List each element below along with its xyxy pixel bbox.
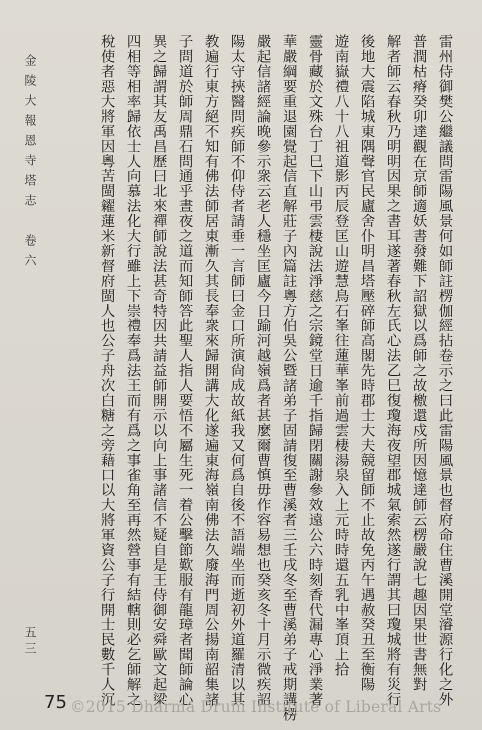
margin-book-title: 金陵大報恩寺塔志 卷六 bbox=[23, 54, 37, 274]
page-number: 75 bbox=[44, 692, 67, 713]
text-column-4: 後地大震陷城東隅聲官民廬舍仆明昌塔壓碎師高閣先時郡士大夫競留師不止故免丙午遇赦癸丑至衡陽 bbox=[358, 34, 375, 692]
margin-folio-number: 五三 bbox=[23, 626, 37, 658]
text-column-5: 遊南嶽禮八十八祖道影丙辰登匡山遊慧鳥石峯往蓮華峯前過雲棲湯泉入上元時時還五乳中峯頂上拾 bbox=[332, 34, 349, 677]
text-column-2: 普潤枯瘠癸卯達觀在京師適妖書發難下詔獄以爲師之故檄還戍所因憶達師云楞嚴說七趣因果世書無對 bbox=[410, 34, 427, 692]
text-column-3: 解者師云春秋乃明明因果之書耳遂著春秋左氏心法乙巳復瓊海夜望郡城氣索然遂行謂其曰瓊城將有災行 bbox=[384, 34, 401, 707]
text-column-10: 教遍行東方絕不知有佛法師居東漸久其長奉衆來歸開講大化遂遍東海嶺南佛法久廢海門周公揚南韶集諸 bbox=[202, 34, 219, 707]
text-column-7: 華嚴綱要重退園覺起信直解莊子內篇註粵方伯吳公暨諸弟子固請復至曹溪者三壬戌冬至曹溪弟子戒期講楞 bbox=[280, 34, 297, 722]
text-column-12: 異之歸謂其友禹昌歷曰北來禪師說法甚奇特因共請益師開示以向上事諸信不疑自是王侍御安舜歐文起梁 bbox=[150, 34, 167, 707]
text-column-8: 嚴起信諸經論晚參示衆云老人穩坐匡廬今日踰河越嶺爲者甚麼爾曹慎毋作容易想也癸亥冬十月示微疾詔 bbox=[254, 34, 271, 707]
text-column-14: 稅使者惡大將軍因粵苦閩糴蓮米新督府閩人也公子舟次白糖之旁藉口以大將軍資公子行開士民數千人沉 bbox=[98, 34, 115, 707]
text-column-6: 靈骨藏於文殊台丁巳下山弔雲棲說法淨慈之宗鏡堂日逾千指歸閉關謝參效遠公六時刻香代漏專心淨業著 bbox=[306, 34, 323, 707]
text-column-13: 四相等相率歸依士人向慕法化大行雖上下崇禮奉爲法王而有爲之事雀角至再然營事有結轄則必乞師解之 bbox=[124, 34, 141, 707]
text-column-11: 子問道於師周鼎石問通乎晝夜之道而知師答此聖人指人要悟不屬生死一着公擊節歎服有龍璋者聞師論心 bbox=[176, 34, 193, 707]
text-column-9: 陽太守挾醫問疾師不仰侍者請垂一言師曰金口所演尙成故紙我又何爲自後不語端坐而逝初外道羅清以其 bbox=[228, 34, 245, 707]
text-column-1: 雷州侍御樊公繼議問雷陽風景何如師註楞伽經拈卷示之曰此雷陽風景也督府命住曹溪開堂濬源行化之外 bbox=[436, 34, 453, 707]
copyright-watermark: ©2015 Dharma Drum Institute of Liberal Arts bbox=[70, 698, 442, 716]
